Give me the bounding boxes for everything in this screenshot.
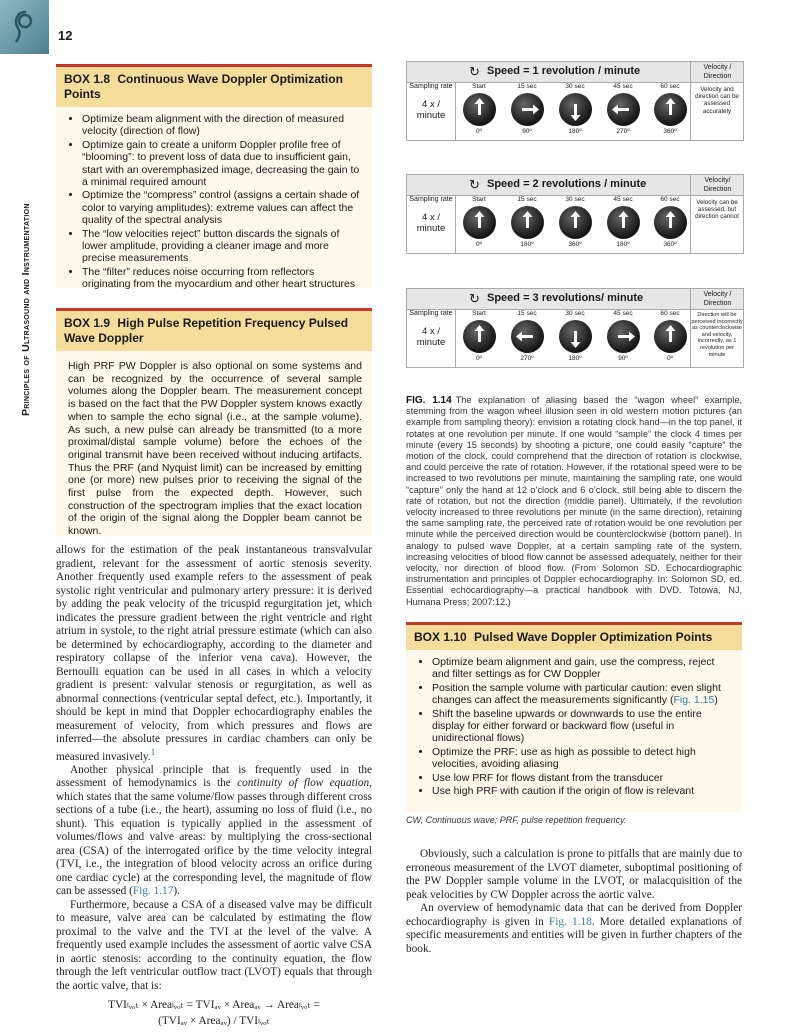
- list-item: • Position the sample volume with particular caution: even slight changes can affect the measurements significantly (Fig. 1.15): [432, 682, 732, 707]
- clock-face: [511, 206, 544, 239]
- list-item: • Optimize the “compress” control (assigns a certain shade of color to varying amplitudes): extreme values can affect the quality of the spectral analysis: [82, 189, 362, 226]
- page-number: 12: [58, 28, 73, 43]
- sampling-rate-value: 4 x / minute: [416, 326, 446, 348]
- clock-hand-arrow-icon: [654, 93, 687, 126]
- angle-label: 360º: [663, 241, 677, 248]
- time-label: 15 sec: [517, 83, 537, 90]
- clock-hand-arrow-icon: [511, 206, 544, 239]
- paragraph: Furthermore, because a CSA of a diseased valve may be difficult to measure, valve area can be calculated by estimating the flow proximal to the valve and the TVI at the level of the valve. A frequently used example includes the assessment of aortic valve CSA in aortic stenosis: according to the continuity equation, the flow through the left ventricular outflow tract (LVOT) equals that through the aortic valve, that is:: [56, 898, 372, 992]
- ear-logo-icon: [8, 8, 40, 46]
- chapter-tab: [0, 0, 49, 54]
- paragraph-text: An overview of hemodynamic data that can be derived from Doppler echocardiography is given in: [406, 902, 742, 928]
- paragraph: [56, 544, 372, 764]
- angle-label: 180º: [616, 241, 630, 248]
- paragraph: [56, 764, 372, 899]
- angle-label: 180º: [568, 355, 582, 362]
- time-label: Start: [472, 83, 486, 90]
- time-label: 30 sec: [565, 83, 585, 90]
- emphasis: continuity of flow equation: [237, 777, 370, 790]
- clock-face: [607, 206, 640, 239]
- paragraph-text: allows for the estimation of the peak instantaneous transvalvular gradient, relevant for the assessment of aortic stenosis severity. Another frequently used example refers to the assessment of peak systolic right ventricular and pulmonary artery pressure: it is derived by adding the peak velocity of the tricuspid regurgitation jet, which indicates the pressure gradient between the right ventricle and right atrium in systole, to the right atrial pressure estimate (which can also be determined by echocardiography, according to the diameter and respiratory collapse of the inferior vena cava). However, the Bernoulli equation can be used in all cases in which a velocity gradient is present: valvular stenosis or regurgitation, as well as abnormal connections (ventricular septal defect, etc.). Importantly, it should be kept in mind that Doppler echocardiography enables the measurement of velocity, from which pressures and flows are inferred—the absolute pressures in cardiac chambers can only be measured invasively.: [56, 544, 372, 763]
- paragraph-text: , which states that the same volume/flow passes through different cross sections of a tube (i.e., the heart), assuming no loss of fluid (i.e., no shunt). This equation is typically applied in the assessment of volumes/flows and valve areas: by multiplying the cross-sectional area (CSA) of the interrogated orifice by the time velocity integral (TVI, i.e., the integration of blood velocity across an orifice during one cardiac cycle) at the corresponding level, the magnitude of flow can be assessed (: [56, 777, 372, 898]
- time-label: 45 sec: [613, 196, 633, 203]
- clock-hand-arrow-icon: [559, 320, 592, 353]
- clock-hand-arrow-icon: [463, 320, 496, 353]
- clock-hand-arrow-icon: [607, 93, 640, 126]
- list-item: • Optimize the PRF: use as high as possible to detect high velocities, avoiding aliasing: [432, 746, 732, 771]
- box-footnote: CW, Continuous wave; PRF, pulse repetition frequency.: [406, 815, 627, 825]
- list-item-text: Position the sample volume with particular caution: even slight changes can affect the measurements significantly: [432, 681, 721, 707]
- figure-link[interactable]: Fig. 1.18: [548, 915, 592, 928]
- clock-hand-arrow-icon: [463, 93, 496, 126]
- time-label: 60 sec: [660, 83, 680, 90]
- velocity-direction-label: Velocity/ Direction: [690, 175, 744, 196]
- angle-label: 180º: [568, 128, 582, 135]
- box-list: [56, 107, 372, 296]
- paragraph-text: . More detailed explanations of specific measurements and entities will be given in further chapters of the book.: [406, 915, 742, 955]
- list-item: • Optimize gain to create a uniform Doppler profile free of “blooming”: to prevent loss of data due to insufficient gain, start with an overemphasized image, decreasing the gain to a minimal required amount: [82, 139, 362, 189]
- sampling-label: [407, 309, 456, 367]
- sampling-label: [407, 82, 456, 140]
- clock-hand-arrow-icon: [607, 320, 640, 353]
- chapter-sidebar-title: [20, 86, 40, 416]
- clock-face: [654, 93, 687, 126]
- clock-hand-arrow-icon: [463, 206, 496, 239]
- box-1-10: [406, 622, 742, 812]
- panel-title: Speed = 1 revolution / minute: [487, 65, 641, 77]
- list-item: • Use low PRF for flows distant from the transducer: [432, 772, 732, 784]
- clock-face: [607, 93, 640, 126]
- panel-title: Speed = 2 revolutions / minute: [487, 178, 647, 190]
- box-title: Continuous Wave Doppler Optimization Points: [64, 72, 343, 101]
- box-number: BOX 1.10: [414, 630, 467, 644]
- rotate-clockwise-icon: ↻: [469, 64, 480, 79]
- panel-note: Velocity and direction can be assessed accurately: [690, 82, 743, 140]
- box-text: High PRF PW Doppler is also optional on some systems and can be recognized by the occurrence of several sample volumes along the Doppler beam. The measurement concept is based on the fact that the PW Doppler system knows exactly when to sample the echo signal (i.e., at the sample volume). As such, a new pulse can already be transmitted (to a more proximal/distal sample volume) before the echoes of the original transmit have been received without inducing artifacts. Thus the PRF (and Nyquist limit) can be increased by emitting one (or more) new pulses prior to receiving the signal of the first pulse from the expected depth. However, such construction of the spectrogram implies that the exact location of the origin of the signal along the Doppler beam cannot be known.: [68, 360, 362, 538]
- left-column-text: [56, 544, 372, 1034]
- figure-label: FIG. 1.14: [406, 395, 452, 406]
- paragraph: Obviously, such a calculation is prone to pitfalls that are mainly due to erroneous measurement of the LVOT diameter, suboptimal positioning of the PW Doppler sample volume in the LVOT, or malacquisition of the peak velocities by CW Doppler across the aortic valve.: [406, 848, 742, 901]
- time-label: 60 sec: [660, 310, 680, 317]
- panel-title: Speed = 3 revolutions/ minute: [487, 292, 644, 304]
- list-item: • Shift the baseline upwards or downwards to use the entire display for either forward or backward flow (useful in unidirectional flows): [432, 708, 732, 745]
- equation-line: (TVIₐᵥ × Areaₐᵥ) / TVIₗᵥₒₜ: [158, 1014, 270, 1027]
- box-number: BOX 1.8: [64, 72, 111, 86]
- angle-label: 90º: [522, 128, 532, 135]
- sampling-rate-label: Sampling rate: [409, 310, 453, 317]
- reference-link[interactable]: 1: [150, 747, 156, 758]
- angle-label: 270º: [520, 355, 534, 362]
- angle-label: 90º: [618, 355, 628, 362]
- rotate-clockwise-icon: ↻: [469, 177, 480, 192]
- clock-hand-arrow-icon: [607, 206, 640, 239]
- clock-hand-arrow-icon: [559, 93, 592, 126]
- sampling-label: [407, 195, 456, 253]
- clock-face: [654, 206, 687, 239]
- clock-face: [559, 320, 592, 353]
- list-item: • Optimize beam alignment with the direction of measured velocity (direction of flow): [82, 113, 362, 138]
- box-list: [406, 650, 742, 802]
- time-label: 60 sec: [660, 196, 680, 203]
- rotate-clockwise-icon: ↻: [469, 291, 480, 306]
- clock-face: [511, 320, 544, 353]
- clock-hand-arrow-icon: [559, 206, 592, 239]
- clock-face: [654, 320, 687, 353]
- panel-note: Direction will be perceived incorrectly as counterclockwise and velocity, incorrectly, as 1 revolution per minute: [690, 309, 743, 367]
- box-header: [56, 67, 372, 107]
- time-label: Start: [472, 310, 486, 317]
- list-item: • Optimize beam alignment and gain, use the compress, reject and filter settings as for CW Doppler: [432, 656, 732, 681]
- list-item: • The “filter” reduces noise occurring from reflectors originating from the myocardium and other heart structures: [82, 266, 362, 291]
- panel-note: Velocity can be assessed, but direction cannot: [690, 195, 743, 253]
- figure-link[interactable]: Fig. 1.17: [132, 885, 174, 898]
- angle-label: 0º: [476, 241, 482, 248]
- figure-panel: [406, 174, 744, 254]
- box-title: Pulsed Wave Doppler Optimization Points: [474, 630, 713, 644]
- clock-face: [559, 206, 592, 239]
- box-header: [56, 311, 372, 351]
- box-1-8: [56, 64, 372, 291]
- box-number: BOX 1.9: [64, 316, 111, 330]
- angle-label: 270º: [616, 128, 630, 135]
- time-label: 15 sec: [517, 196, 537, 203]
- time-label: Start: [472, 196, 486, 203]
- caption-text: The explanation of aliasing based the “wagon wheel” example, stemming from the wagon wheel illusion seen in old western motion pictures (an example from sampling theory): envision a rotating clock hand—in the top panel, it rotates at one revolution per minute. If one would “sample” the clock 4 times per minute (every 15 seconds) by shooting a picture, one could easily “capture” the motion of the clock, could comprehend that the direction of rotation is clockwise, and could perceive the rate of rotation. However, if the rotational speed were to be increased to two revolutions per minute, maintaining the sampling rate, one would “capture” only the hand at 12 o’clock and 6 o’clock, still being able to discern the rate of rotation, but not the direction (middle panel). Ultimately, if the revolution velocity increased to three revolutions per minute (in the same direction), retaining the same sampling rate, the perceived rate of rotation would be one revolution per minute while the perceived direction would be counterclockwise (bottom panel). In analogy to pulsed wave Doppler, at a certain sampling rate of the system, increasing velocities of blood flow cannot be assessed adequately, neither for their velocity, nor direction of blood flow. (From Solomon SD. Echocardiographic instrumentation and principles of Doppler echocardiography. In: Solomon SD, ed. Essential echocardiography—a practical handbook with DVD. Totowa, NJ, Humana Press; 2007:12.): [406, 395, 742, 607]
- clock-face: [511, 93, 544, 126]
- clock-face: [463, 206, 496, 239]
- angle-label: 0º: [476, 355, 482, 362]
- sampling-rate-value: 4 x / minute: [416, 99, 446, 121]
- angle-label: 180º: [520, 241, 534, 248]
- time-label: 15 sec: [517, 310, 537, 317]
- list-item: • Use high PRF with caution if the origin of flow is relevant: [432, 785, 732, 797]
- sampling-rate-label: Sampling rate: [409, 83, 453, 90]
- clock-face: [463, 93, 496, 126]
- time-label: 45 sec: [613, 83, 633, 90]
- clock-hand-arrow-icon: [654, 320, 687, 353]
- clock-face: [463, 320, 496, 353]
- angle-label: 0º: [476, 128, 482, 135]
- figure-panel: [406, 288, 744, 368]
- figure-panel: [406, 61, 744, 141]
- time-label: 45 sec: [613, 310, 633, 317]
- right-column-text: [406, 848, 742, 956]
- clock-hand-arrow-icon: [511, 320, 544, 353]
- angle-label: 360º: [663, 128, 677, 135]
- clock-hand-arrow-icon: [511, 93, 544, 126]
- time-label: 30 sec: [565, 196, 585, 203]
- angle-label: 0º: [667, 355, 673, 362]
- figure-caption: [406, 395, 742, 608]
- figure-link[interactable]: Fig. 1.15: [673, 694, 715, 707]
- clock-face: [607, 320, 640, 353]
- paragraph: [406, 902, 742, 956]
- box-header: [406, 625, 742, 650]
- sidebar-label: Principles of Ultrasound and Instrumentation: [20, 203, 32, 416]
- paragraph-text: Another physical principle that is frequently used in the assessment of hemodynamics is the: [56, 763, 372, 790]
- equation-line: TVIₗᵥₒₜ × Areaₗᵥₒₜ = TVIₐᵥ × Areaₐᵥ → Areaₗᵥₒₜ =: [108, 999, 320, 1012]
- angle-label: 360º: [568, 241, 582, 248]
- box-title: High Pulse Repetition Frequency Pulsed Wave Doppler: [64, 316, 349, 345]
- paragraph-text: ).: [173, 885, 180, 898]
- clock-face: [559, 93, 592, 126]
- box-1-9: [56, 308, 372, 536]
- sampling-rate-label: Sampling rate: [409, 196, 453, 203]
- time-label: 30 sec: [565, 310, 585, 317]
- velocity-direction-label: Velocity / Direction: [690, 62, 744, 83]
- clock-hand-arrow-icon: [654, 206, 687, 239]
- velocity-direction-label: Velocity / Direction: [690, 289, 744, 310]
- list-item: • The “low velocities reject” button discards the signals of lower amplitude, providing a cleaner image and more precise measurements: [82, 228, 362, 265]
- sampling-rate-value: 4 x / minute: [416, 212, 446, 234]
